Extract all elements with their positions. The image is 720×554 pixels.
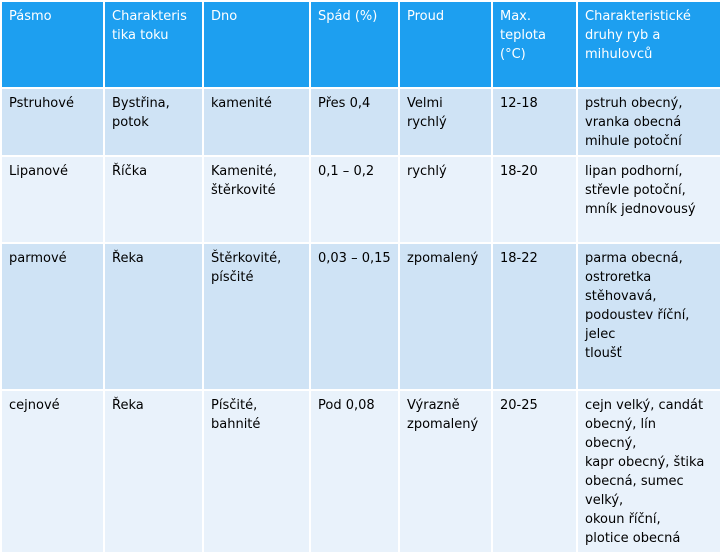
header-current: Proud [399, 1, 492, 88]
cell-current: rychlý [399, 156, 492, 243]
cell-species: lipan podhorní, střevle potoční, mník jednovousý [577, 156, 720, 243]
cell-bed: kamenité [203, 88, 310, 156]
header-zone: Pásmo [1, 1, 104, 88]
table-row [1, 88, 720, 156]
cell-zone: parmové [1, 243, 104, 390]
cell-species: cejn velký, candát obecný, lín obecný, kapr obecný, štika obecná, sumec velký, okoun říční, plotice obecná [577, 390, 720, 553]
header-max-temperature: Max. teplota (°C) [492, 1, 577, 88]
header-species: Charakteristické druhy ryb a mihulovců [577, 1, 720, 88]
table-row [1, 390, 720, 553]
cell-max-temperature: 12-18 [492, 88, 577, 156]
cell-current: zpomalený [399, 243, 492, 390]
cell-max-temperature: 18-20 [492, 156, 577, 243]
cell-max-temperature: 18-22 [492, 243, 577, 390]
cell-gradient: Pod 0,08 [310, 390, 399, 553]
cell-zone: Lipanové [1, 156, 104, 243]
cell-zone: cejnové [1, 390, 104, 553]
header-flow-characteristic: Charakteris tika toku [104, 1, 203, 88]
header-gradient: Spád (%) [310, 1, 399, 88]
table-header-row [1, 1, 720, 88]
cell-bed: Písčité, bahnité [203, 390, 310, 553]
cell-gradient: 0,03 – 0,15 [310, 243, 399, 390]
table-row [1, 156, 720, 243]
cell-bed: Štěrkovité, písčité [203, 243, 310, 390]
cell-species: parma obecná, ostroretka stěhovavá, podoustev říční, jelec tloušť [577, 243, 720, 390]
cell-species: pstruh obecný, vranka obecná mihule potoční [577, 88, 720, 156]
cell-gradient: Přes 0,4 [310, 88, 399, 156]
cell-current: Velmi rychlý [399, 88, 492, 156]
cell-flow-characteristic: Řeka [104, 243, 203, 390]
cell-zone: Pstruhové [1, 88, 104, 156]
cell-current: Výrazně zpomalený [399, 390, 492, 553]
cell-gradient: 0,1 – 0,2 [310, 156, 399, 243]
cell-flow-characteristic: Řeka [104, 390, 203, 553]
cell-flow-characteristic: Říčka [104, 156, 203, 243]
cell-bed: Kamenité, štěrkovité [203, 156, 310, 243]
cell-flow-characteristic: Bystřina, potok [104, 88, 203, 156]
cell-max-temperature: 20-25 [492, 390, 577, 553]
header-bed: Dno [203, 1, 310, 88]
table-row [1, 243, 720, 390]
